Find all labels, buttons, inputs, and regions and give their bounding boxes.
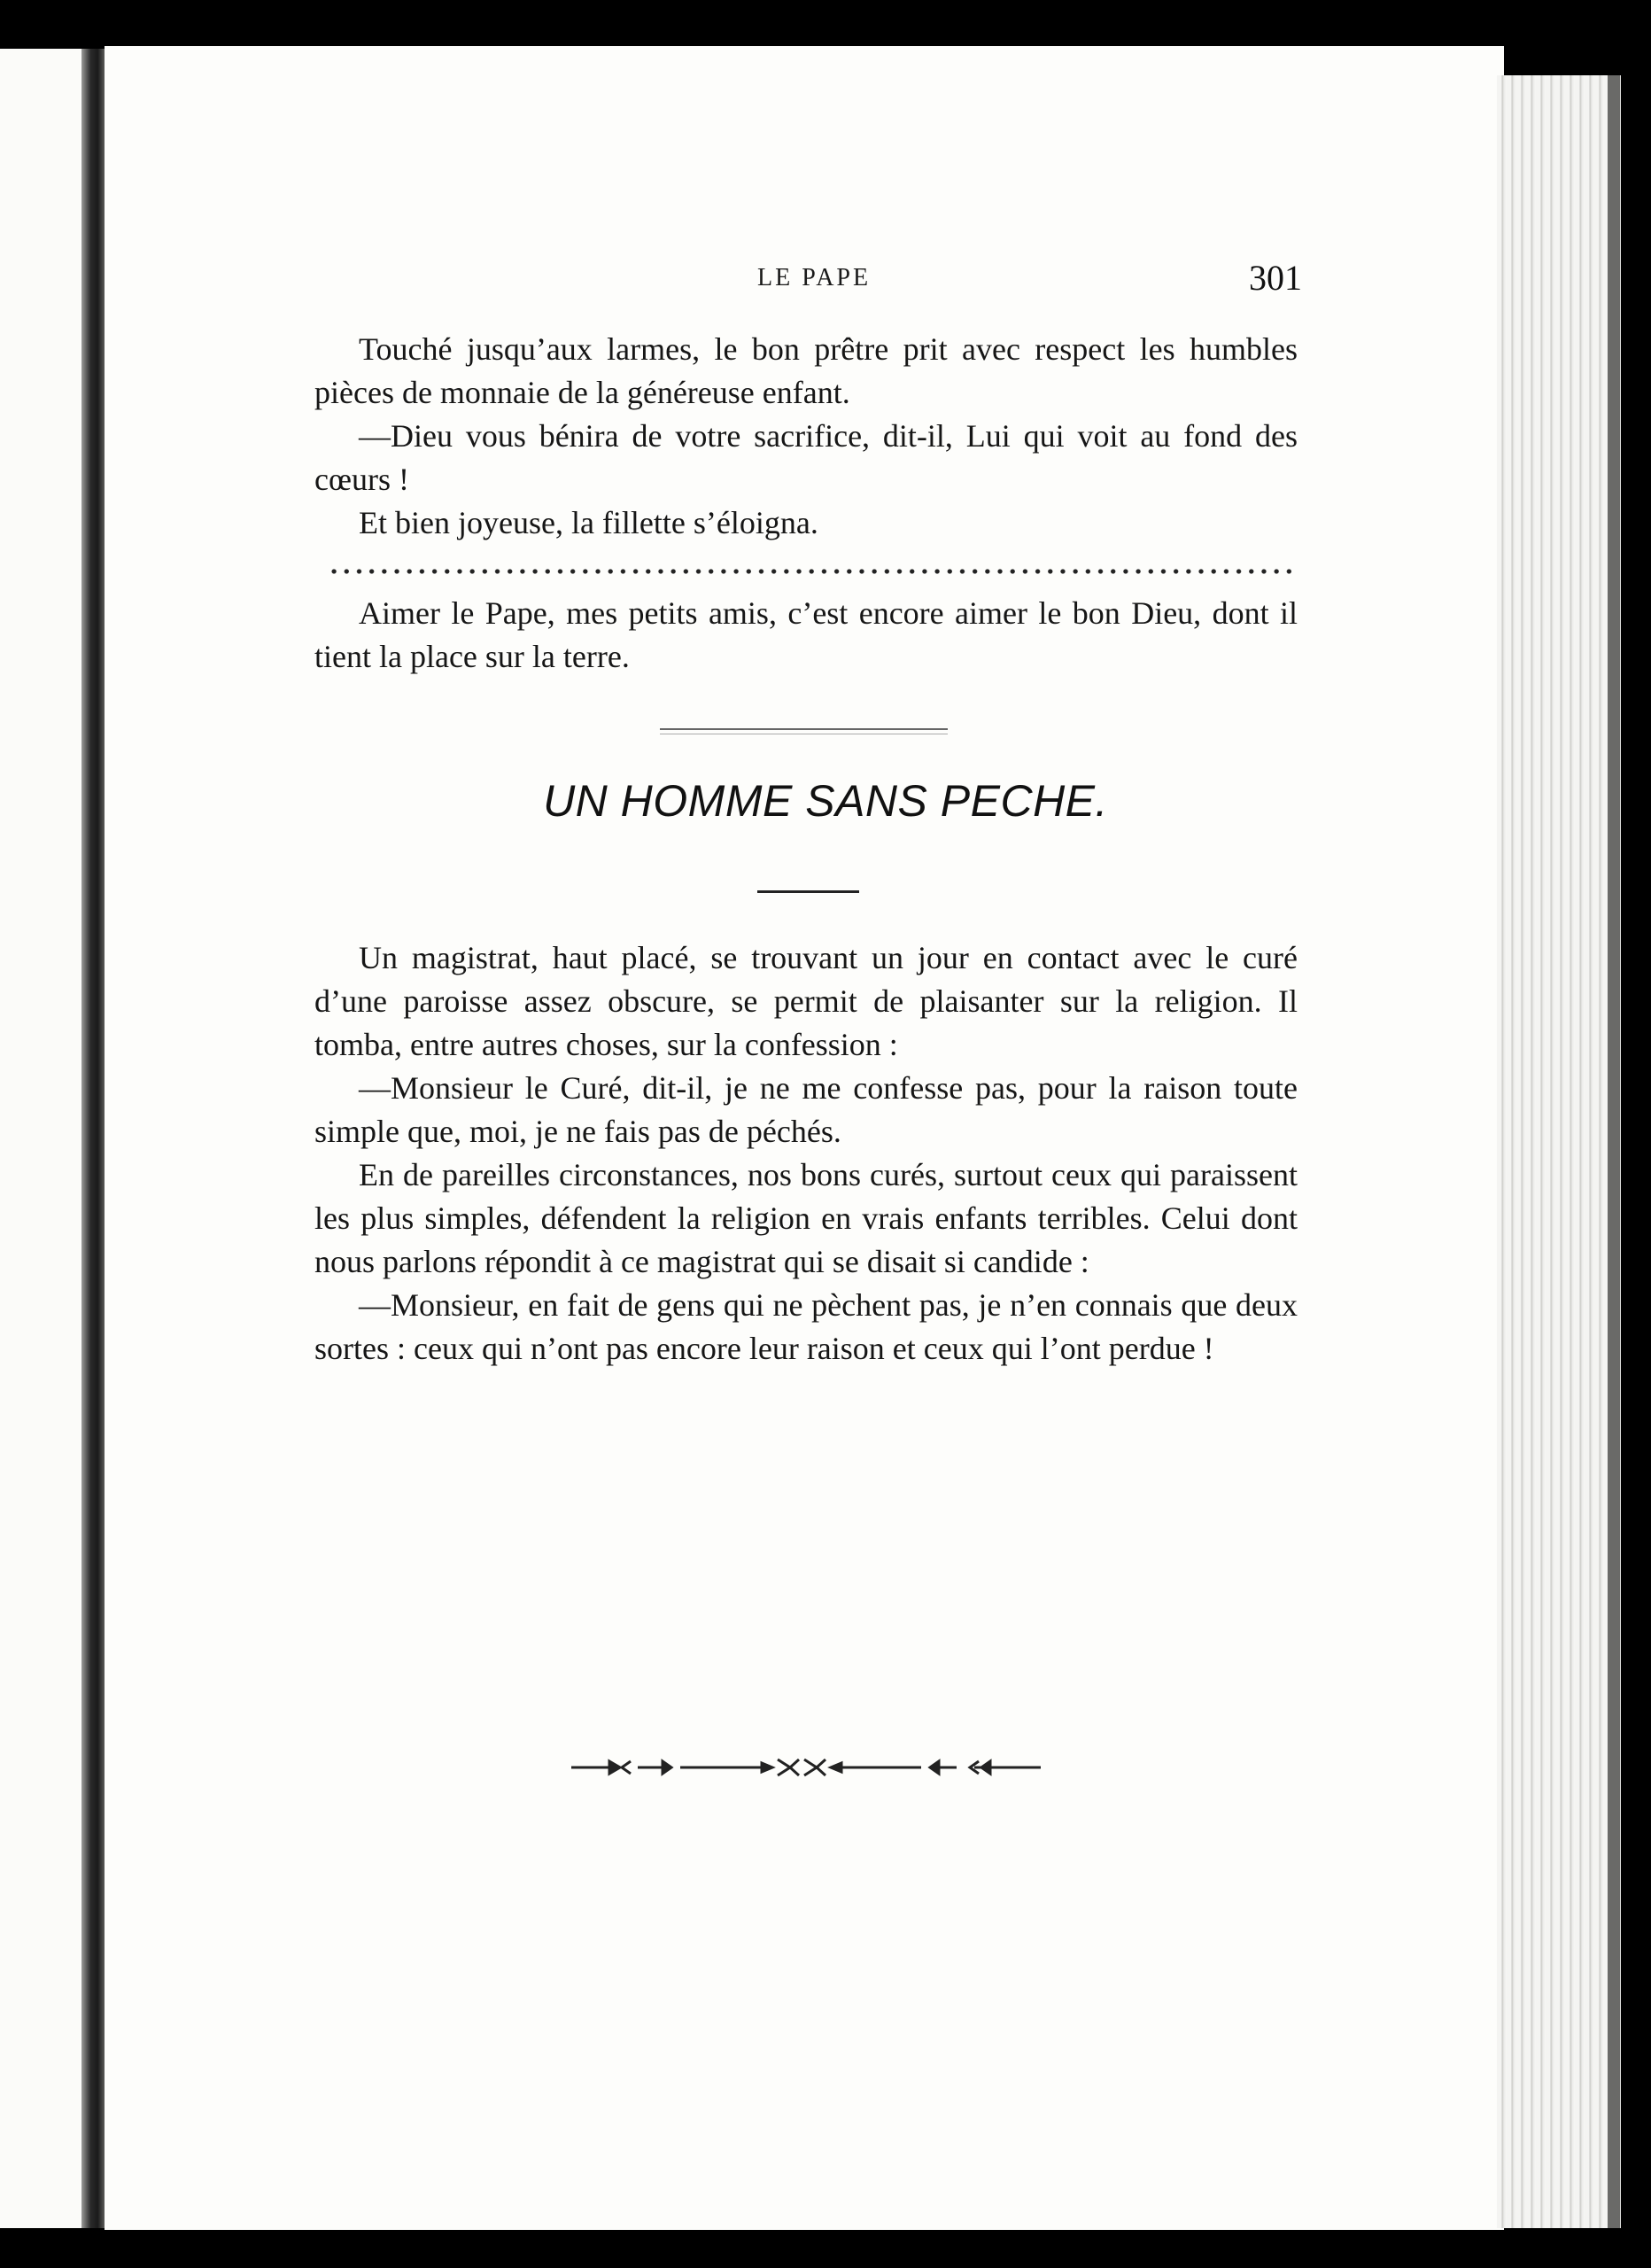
title-underline-rule [757, 890, 859, 893]
dotted-separator [328, 567, 1293, 576]
page-stack-outer-edge [1608, 75, 1620, 2228]
paragraph: Touché jusqu’aux larmes, le bon prêtre prit avec respect les humbles pièces de monnaie de la généreuse enfant. [314, 331, 1298, 410]
running-head: LE PAPE [757, 264, 872, 291]
story-end-text [314, 328, 1298, 545]
book-spine [81, 49, 105, 2228]
paragraph: Un magistrat, haut placé, se trouvant un jour en contact avec le curé d’une paroisse assez obscure, se permit de plaisanter sur la religion. Il tomba, entre autres choses, sur la confession : [314, 940, 1298, 1062]
moral-text [314, 592, 1298, 679]
left-page-edge [0, 49, 93, 2228]
section-body [314, 936, 1298, 1371]
fleuron-ornament-icon [567, 1754, 1045, 1781]
paragraph: —Dieu vous bénira de votre sacrifice, dit-il, Lui qui voit au fond des cœurs ! [314, 418, 1298, 497]
page-stack-edges [1497, 75, 1621, 2228]
page-number: 301 [1249, 258, 1302, 298]
paragraph: En de pareilles circonstances, nos bons curés, surtout ceux qui paraissent les plus simples, défendent la religion en vrais enfants terribles. Celui dont nous parlons répondit à ce magistrat qui se disait si candide : [314, 1157, 1298, 1279]
paragraph: Et bien joyeuse, la fillette s’éloigna. [359, 505, 818, 540]
paragraph: Aimer le Pape, mes petits amis, c’est encore aimer le bon Dieu, dont il tient la place sur la terre. [314, 595, 1298, 674]
section-divider-rule [660, 728, 948, 734]
paragraph: —Monsieur, en fait de gens qui ne pèchent pas, je n’en connais que deux sortes : ceux qui n’ont pas encore leur raison et ceux qui l’ont perdue ! [314, 1287, 1298, 1366]
section-title: UN HOMME SANS PECHE. [543, 776, 1108, 826]
paragraph: —Monsieur le Curé, dit-il, je ne me confesse pas, pour la raison toute simple que, moi, je ne fais pas de péchés. [314, 1070, 1298, 1149]
